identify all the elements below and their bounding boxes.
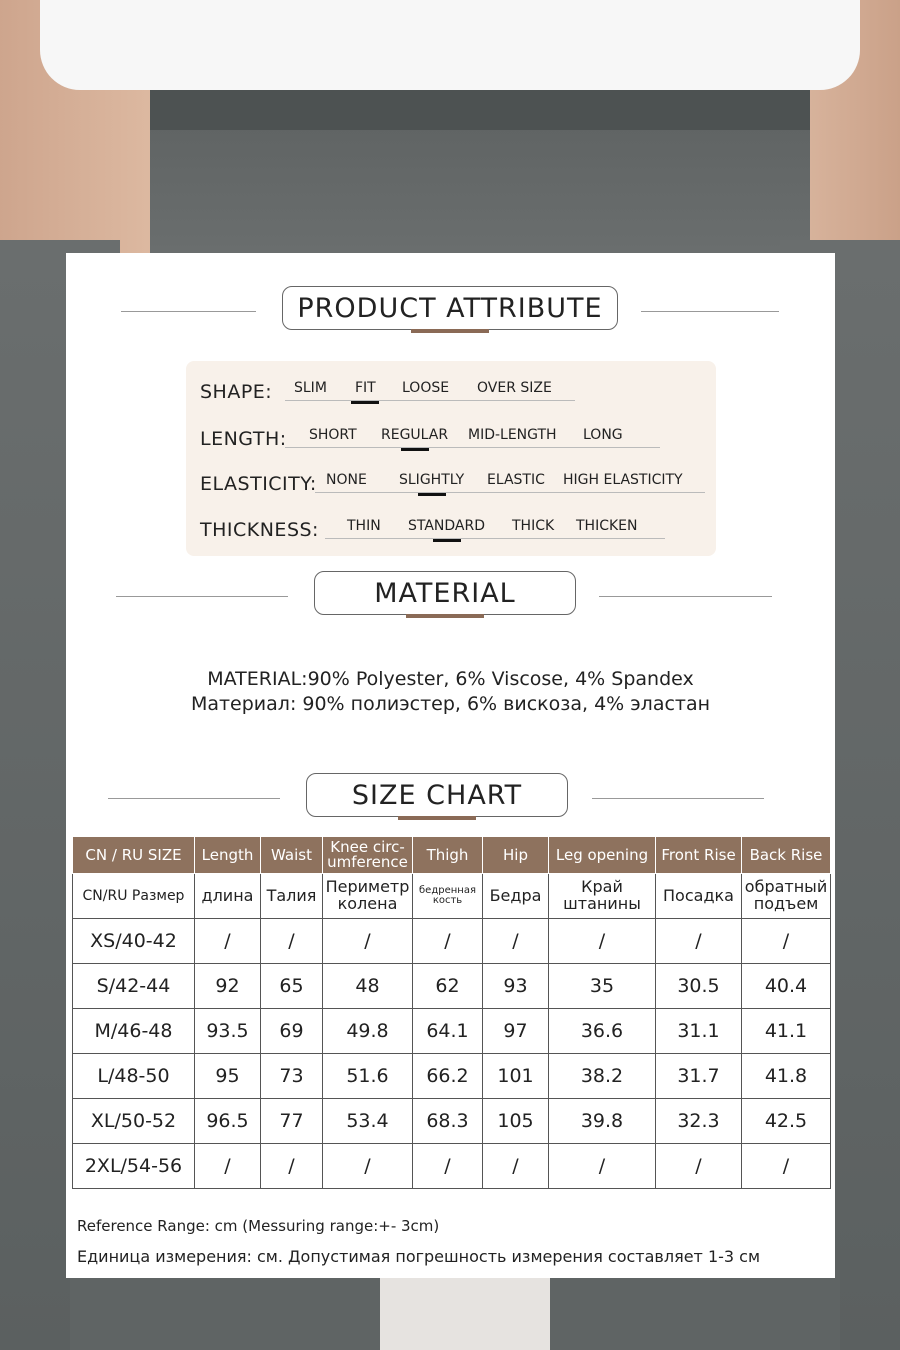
cell-knee: 53.4 <box>323 1099 413 1144</box>
cell-size: XL/50-52 <box>73 1099 195 1144</box>
option-thin: THIN <box>347 518 381 534</box>
title-divider-left <box>116 596 288 597</box>
info-panel <box>66 253 835 1278</box>
cell-hip: / <box>483 1144 549 1189</box>
material-title: MATERIAL <box>374 577 516 609</box>
cell-hip: 105 <box>483 1099 549 1144</box>
table-row <box>73 1009 831 1054</box>
white-shirt <box>40 0 860 90</box>
attribute-row-thickness <box>200 511 700 541</box>
ru-header-leg-opening: Край штанины <box>549 874 656 919</box>
title-divider-right <box>599 596 772 597</box>
cell-size: S/42-44 <box>73 964 195 1009</box>
cell-waist: 73 <box>261 1054 323 1099</box>
cell-front-rise: 31.1 <box>656 1009 742 1054</box>
option-fit-selected: FIT <box>355 380 376 396</box>
cell-thigh: / <box>413 1144 483 1189</box>
cell-size: M/46-48 <box>73 1009 195 1054</box>
attribute-row-elasticity <box>200 465 720 495</box>
cell-knee: 51.6 <box>323 1054 413 1099</box>
cell-front-rise: 31.7 <box>656 1054 742 1099</box>
attribute-options <box>315 466 705 493</box>
pants-waist <box>150 60 810 280</box>
option-elastic: ELASTIC <box>487 472 545 488</box>
option-slim: SLIM <box>294 380 327 396</box>
cell-back-rise: 41.8 <box>742 1054 831 1099</box>
cell-front-rise: 30.5 <box>656 964 742 1009</box>
table-row <box>73 1099 831 1144</box>
cell-front-rise: 32.3 <box>656 1099 742 1144</box>
title-divider-right <box>641 311 779 312</box>
material-title-box <box>314 571 576 615</box>
header-leg-opening: Leg opening <box>549 837 656 874</box>
option-high-elasticity: HIGH ELASTICITY <box>563 472 683 488</box>
ru-header-length: длина <box>195 874 261 919</box>
option-thick: THICK <box>512 518 555 534</box>
cell-back-rise: / <box>742 1144 831 1189</box>
attribute-label: LENGTH: <box>200 428 287 450</box>
option-regular-selected: REGULAR <box>381 427 449 443</box>
cell-thigh: / <box>413 919 483 964</box>
header-back-rise: Back Rise <box>742 837 831 874</box>
header-front-rise: Front Rise <box>656 837 742 874</box>
cell-length: 96.5 <box>195 1099 261 1144</box>
size-title-box <box>306 773 568 817</box>
cell-back-rise: 40.4 <box>742 964 831 1009</box>
cell-knee: 49.8 <box>323 1009 413 1054</box>
option-slightly-selected: SLIGHTLY <box>399 472 465 488</box>
table-row <box>73 1144 831 1189</box>
cell-waist: / <box>261 1144 323 1189</box>
title-accent-bar <box>406 614 484 618</box>
cell-back-rise: / <box>742 919 831 964</box>
leg-gap <box>380 1270 550 1350</box>
table-header-row <box>73 837 831 874</box>
cell-leg-opening: 36.6 <box>549 1009 656 1054</box>
option-none: NONE <box>326 472 367 488</box>
size-title: SIZE CHART <box>351 779 523 811</box>
attribute-options <box>285 374 575 401</box>
header-size: CN / RU SIZE <box>73 837 195 874</box>
cell-length: / <box>195 1144 261 1189</box>
cell-waist: 69 <box>261 1009 323 1054</box>
cell-leg-opening: 35 <box>549 964 656 1009</box>
cell-hip: 93 <box>483 964 549 1009</box>
ru-header-thigh: бедренная кость <box>413 874 483 919</box>
header-hip: Hip <box>483 837 549 874</box>
cell-waist: 65 <box>261 964 323 1009</box>
cell-length: / <box>195 919 261 964</box>
header-knee: Knee circ-umference <box>323 837 413 874</box>
cell-leg-opening: 39.8 <box>549 1099 656 1144</box>
cell-leg-opening: / <box>549 1144 656 1189</box>
cell-thigh: 68.3 <box>413 1099 483 1144</box>
cell-size: XS/40-42 <box>73 919 195 964</box>
title-accent-bar <box>411 329 489 333</box>
cell-front-rise: / <box>656 1144 742 1189</box>
attribute-label: ELASTICITY: <box>200 473 317 495</box>
attribute-title: PRODUCT ATTRIBUTE <box>297 292 603 324</box>
attribute-label: THICKNESS: <box>200 519 319 541</box>
cell-thigh: 66.2 <box>413 1054 483 1099</box>
cell-front-rise: / <box>656 919 742 964</box>
cell-knee: / <box>323 1144 413 1189</box>
cell-leg-opening: 38.2 <box>549 1054 656 1099</box>
title-divider-left <box>121 311 256 312</box>
attribute-row-length <box>200 420 700 450</box>
cell-size: 2XL/54-56 <box>73 1144 195 1189</box>
option-over-size: OVER SIZE <box>477 380 552 396</box>
ru-header-size: CN/RU Размер <box>73 874 195 919</box>
attribute-title-box <box>282 286 618 330</box>
attribute-row-shape <box>200 373 700 403</box>
title-divider-right <box>592 798 764 799</box>
attribute-box <box>186 361 716 556</box>
cell-waist: / <box>261 919 323 964</box>
cell-knee: / <box>323 919 413 964</box>
header-length: Length <box>195 837 261 874</box>
option-thicken: THICKEN <box>576 518 638 534</box>
cell-length: 93.5 <box>195 1009 261 1054</box>
ru-header-knee: Периметр колена <box>323 874 413 919</box>
size-chart-table <box>72 836 831 1189</box>
attribute-label: SHAPE: <box>200 381 273 403</box>
cell-hip: 101 <box>483 1054 549 1099</box>
attribute-options <box>285 421 660 448</box>
size-title-section <box>66 773 835 823</box>
title-divider-left <box>108 798 280 799</box>
header-waist: Waist <box>261 837 323 874</box>
ru-header-front-rise: Посадка <box>656 874 742 919</box>
cell-length: 92 <box>195 964 261 1009</box>
option-loose: LOOSE <box>402 380 450 396</box>
cell-length: 95 <box>195 1054 261 1099</box>
attribute-title-section <box>66 286 835 336</box>
table-ru-header-row <box>73 874 831 919</box>
option-short: SHORT <box>309 427 357 443</box>
cell-thigh: 64.1 <box>413 1009 483 1054</box>
cell-size: L/48-50 <box>73 1054 195 1099</box>
material-russian: Материал: 90% полиэстер, 6% вискоза, 4% эластан <box>190 693 711 715</box>
cell-leg-opening: / <box>549 919 656 964</box>
cell-hip: 97 <box>483 1009 549 1054</box>
ru-header-hip: Бедра <box>483 874 549 919</box>
table-row <box>73 964 831 1009</box>
header-thigh: Thigh <box>413 837 483 874</box>
ru-header-waist: Талия <box>261 874 323 919</box>
material-title-section <box>66 571 835 621</box>
material-english: MATERIAL:90% Polyester, 6% Viscose, 4% Spandex <box>207 668 694 690</box>
cell-hip: / <box>483 919 549 964</box>
option-long: LONG <box>583 427 623 443</box>
table-row <box>73 919 831 964</box>
title-accent-bar <box>398 816 476 820</box>
option-standard-selected: STANDARD <box>408 518 486 534</box>
ru-header-back-rise: обратный подъем <box>742 874 831 919</box>
cell-back-rise: 41.1 <box>742 1009 831 1054</box>
option-mid-length: MID-LENGTH <box>468 427 557 443</box>
cell-thigh: 62 <box>413 964 483 1009</box>
cell-back-rise: 42.5 <box>742 1099 831 1144</box>
footnote-russian: Единица измерения: см. Допустимая погрешность измерения составляет 1-3 см <box>77 1247 761 1266</box>
attribute-options <box>325 512 665 539</box>
table-row <box>73 1054 831 1099</box>
cell-waist: 77 <box>261 1099 323 1144</box>
footnote-english: Reference Range: cm (Messuring range:+- 3cm) <box>77 1217 440 1235</box>
cell-knee: 48 <box>323 964 413 1009</box>
